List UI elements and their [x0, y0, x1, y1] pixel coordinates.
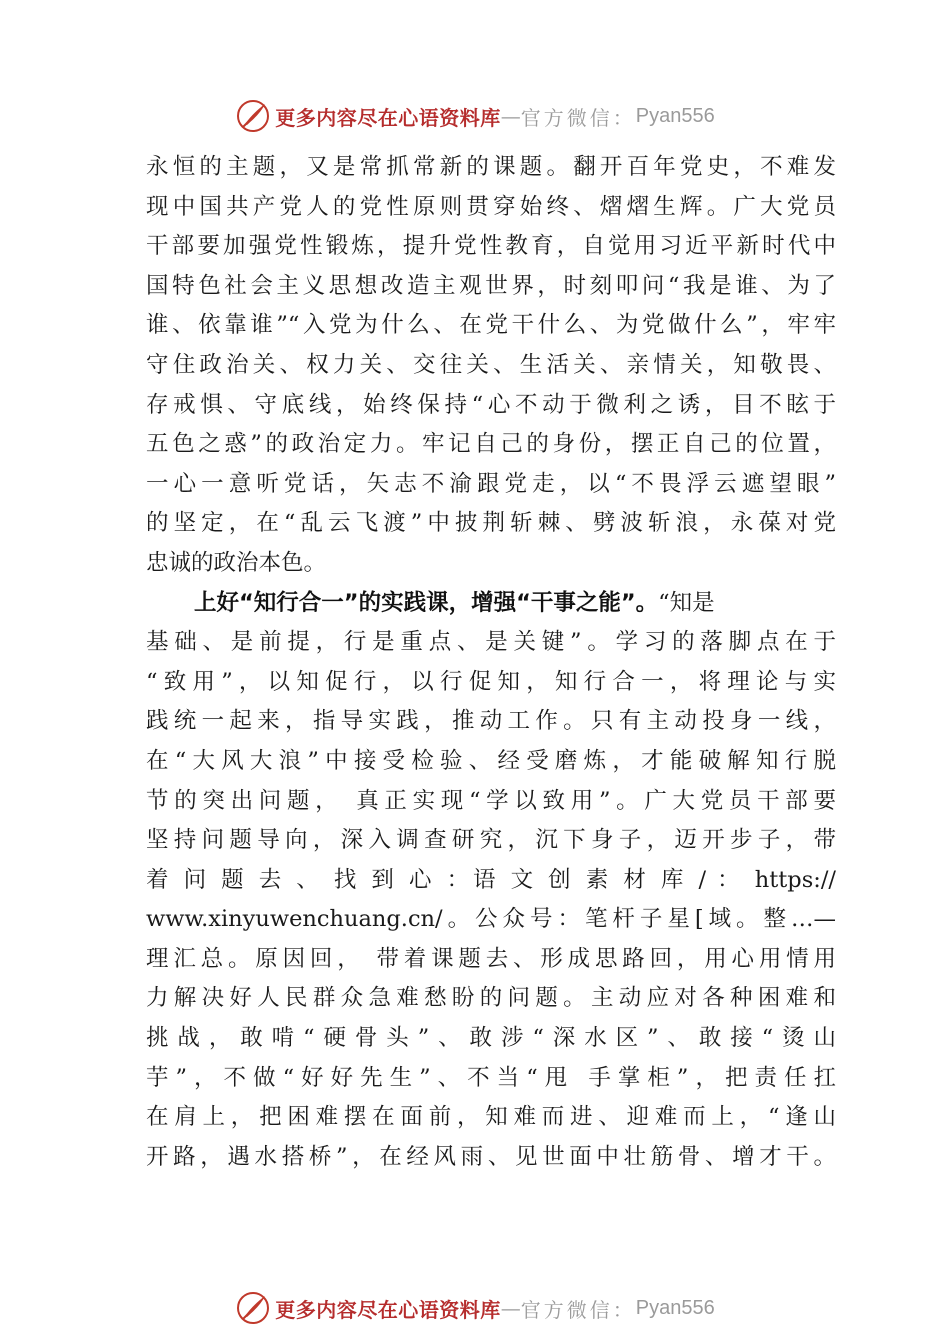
header-wechat-id: Pyan556	[635, 104, 715, 127]
text-line: 着 问 题 去 、 找 到 心 ：语 文 创 素 材 库 / ： https://	[146, 866, 836, 893]
text-line: 挑战，敢啃“硬骨头”、敢涉“深水区”、敢接“烫山	[146, 1025, 836, 1052]
text-line: 现中国共产党人的党性原则贯穿始终、熠熠生辉。广大党员	[146, 193, 836, 220]
text-line: 永恒的主题，又是常抓常新的课题。翻开百年党史，不难发	[146, 154, 836, 180]
text-line: www.xinyuwenchuang.cn/。公众号：笔杆子星[域。整…—	[146, 906, 836, 933]
paragraph-heading: 上好“知行合一”的实践课，增强“干事之能”。	[194, 589, 659, 616]
paragraph-heading-line	[146, 584, 836, 624]
quill-logo-icon	[235, 98, 271, 134]
text-line: 一心一意听党话，矢志不渝跟党走，以“不畏浮云遮望眼”	[146, 470, 836, 497]
header-separator: —	[500, 104, 521, 128]
document-body	[146, 148, 836, 1177]
text-line: 基础、是前提，行是重点、是关键”。学习的落脚点在于	[146, 629, 836, 656]
header-title: 更多内容尽在心语资料库	[275, 105, 501, 130]
text-line: 践统一起来，指导实践，推动工作。只有主动投身一线，	[146, 708, 836, 735]
text-line: 谁、依靠谁”“入党为什么、在党干什么、为党做什么”，牢牢	[146, 312, 836, 339]
footer-banner	[0, 1288, 950, 1328]
heading-line-tail: “知是	[658, 589, 715, 616]
text-line: 在肩上，把困难摆在面前，知难而进、迎难而上，“逢山	[146, 1104, 836, 1131]
footer-separator: —	[500, 1296, 521, 1320]
text-line: 节的突出问题， 真正实现“学以致用”。广大党员干部要	[146, 787, 836, 814]
text-line: 理汇总。原因回， 带着课题去、形成思路回，用心用情用	[146, 945, 836, 972]
footer-wechat-id: Pyan556	[635, 1296, 715, 1319]
footer-wechat-label: 官方微信：	[520, 1297, 636, 1322]
text-line: 坚持问题导向，深入调查研究，沉下身子，迈开步子，带	[146, 827, 836, 854]
text-line: 开路，遇水搭桥”，在经风雨、见世面中壮筋骨、增才干。	[146, 1143, 836, 1170]
text-line: 五色之惑”的政治定力。牢记自己的身份，摆正自己的位置，	[146, 431, 836, 458]
quill-logo-icon	[235, 1290, 271, 1326]
text-line: 国特色社会主义思想改造主观世界，时刻叩问“我是谁、为了	[146, 272, 836, 299]
text-line: 忠诚的政治本色。	[146, 549, 327, 576]
text-line: “致用”，以知促行，以行促知，知行合一，将理论与实	[146, 668, 836, 695]
header-wechat-label: 官方微信：	[520, 105, 636, 130]
text-line: 的坚定，在“乱云飞渡”中披荆斩棘、劈波斩浪，永葆对党	[146, 510, 836, 537]
text-line: 干部要加强党性锻炼，提升党性教育，自觉用习近平新时代中	[146, 233, 836, 260]
text-line: 存戒惧、守底线，始终保持“心不动于微利之诱，目不眩于	[146, 391, 836, 418]
text-line: 守住政治关、权力关、交往关、生活关、亲情关，知敬畏、	[146, 351, 836, 378]
footer-title: 更多内容尽在心语资料库	[275, 1297, 501, 1322]
header-banner	[0, 96, 950, 136]
text-line: 在“大风大浪”中接受检验、经受磨炼，才能破解知行脱	[146, 747, 836, 774]
text-line: 力解决好人民群众急难愁盼的问题。主动应对各种困难和	[146, 985, 836, 1012]
text-line: 芋”，不做“好好先生”、不当“甩 手掌柜”，把责任扛	[146, 1064, 836, 1091]
